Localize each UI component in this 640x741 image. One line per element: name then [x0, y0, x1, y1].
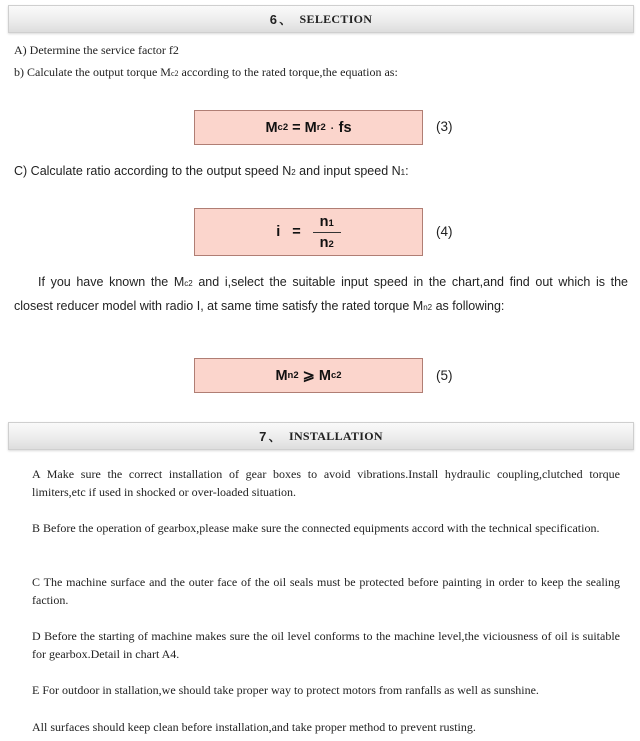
installation-item-c: C The machine surface and the outer face of the oil seals must be protected before painting in order to keep the sealing faction.	[32, 575, 620, 607]
installation-item-f: All surfaces should keep clean before installation,and take proper method to prevent rusting.	[32, 720, 476, 734]
equation-4-box: i = $\frac{n1}{n2}$	[194, 208, 423, 256]
step-c-text: C) Calculate ratio according to the output speed N2 and input speed N1:	[14, 164, 409, 178]
selection-paragraph: If you have known the Mc2 and i,select the suitable input speed in the chart,and find out which is the closest reducer model with radio I, at same time satisfy the rated torque Mn2 as following:	[14, 275, 628, 313]
section-number: 7	[259, 428, 267, 444]
section-number: 6	[269, 11, 278, 27]
section-title: SELECTION	[299, 11, 373, 26]
step-b-text: b) Calculate the output torque Mc2 according to the rated torque,the equation as:	[14, 65, 398, 79]
installation-item-d: D Before the starting of machine makes sure the oil level conforms to the machine level,the viciousness of oil is suitable for gearbox.Detail in chart A4.	[32, 629, 620, 661]
section-title: INSTALLATION	[288, 428, 383, 443]
section-header-installation	[8, 422, 634, 450]
section-header-selection	[8, 5, 634, 33]
equation-3-number: (3)	[436, 119, 453, 134]
installation-item-a: A Make sure the correct installation of gear boxes to avoid vibrations.Install hydraulic coupling,clutched torque limiters,etc if used in shocked or over-loaded situation.	[32, 467, 620, 499]
section-separator: 、	[268, 429, 281, 444]
equation-5-box: M n2 ⩾ M c2	[194, 358, 423, 393]
equation-5-number: (5)	[436, 368, 453, 383]
section-separator: 、	[279, 12, 292, 27]
step-a-text: A) Determine the service factor f2	[14, 43, 179, 57]
fraction: $\frac{n1}{n2}$	[313, 214, 341, 251]
equation-3-box: M c2 = M r2 · fs	[194, 110, 423, 145]
equation-4-number: (4)	[436, 224, 453, 239]
installation-item-e: E For outdoor in stallation,we should take proper way to protect motors from ranfalls as well as sunshine.	[32, 683, 539, 697]
installation-item-b: B Before the operation of gearbox,please make sure the connected equipments accord with the technical specification.	[32, 521, 600, 535]
